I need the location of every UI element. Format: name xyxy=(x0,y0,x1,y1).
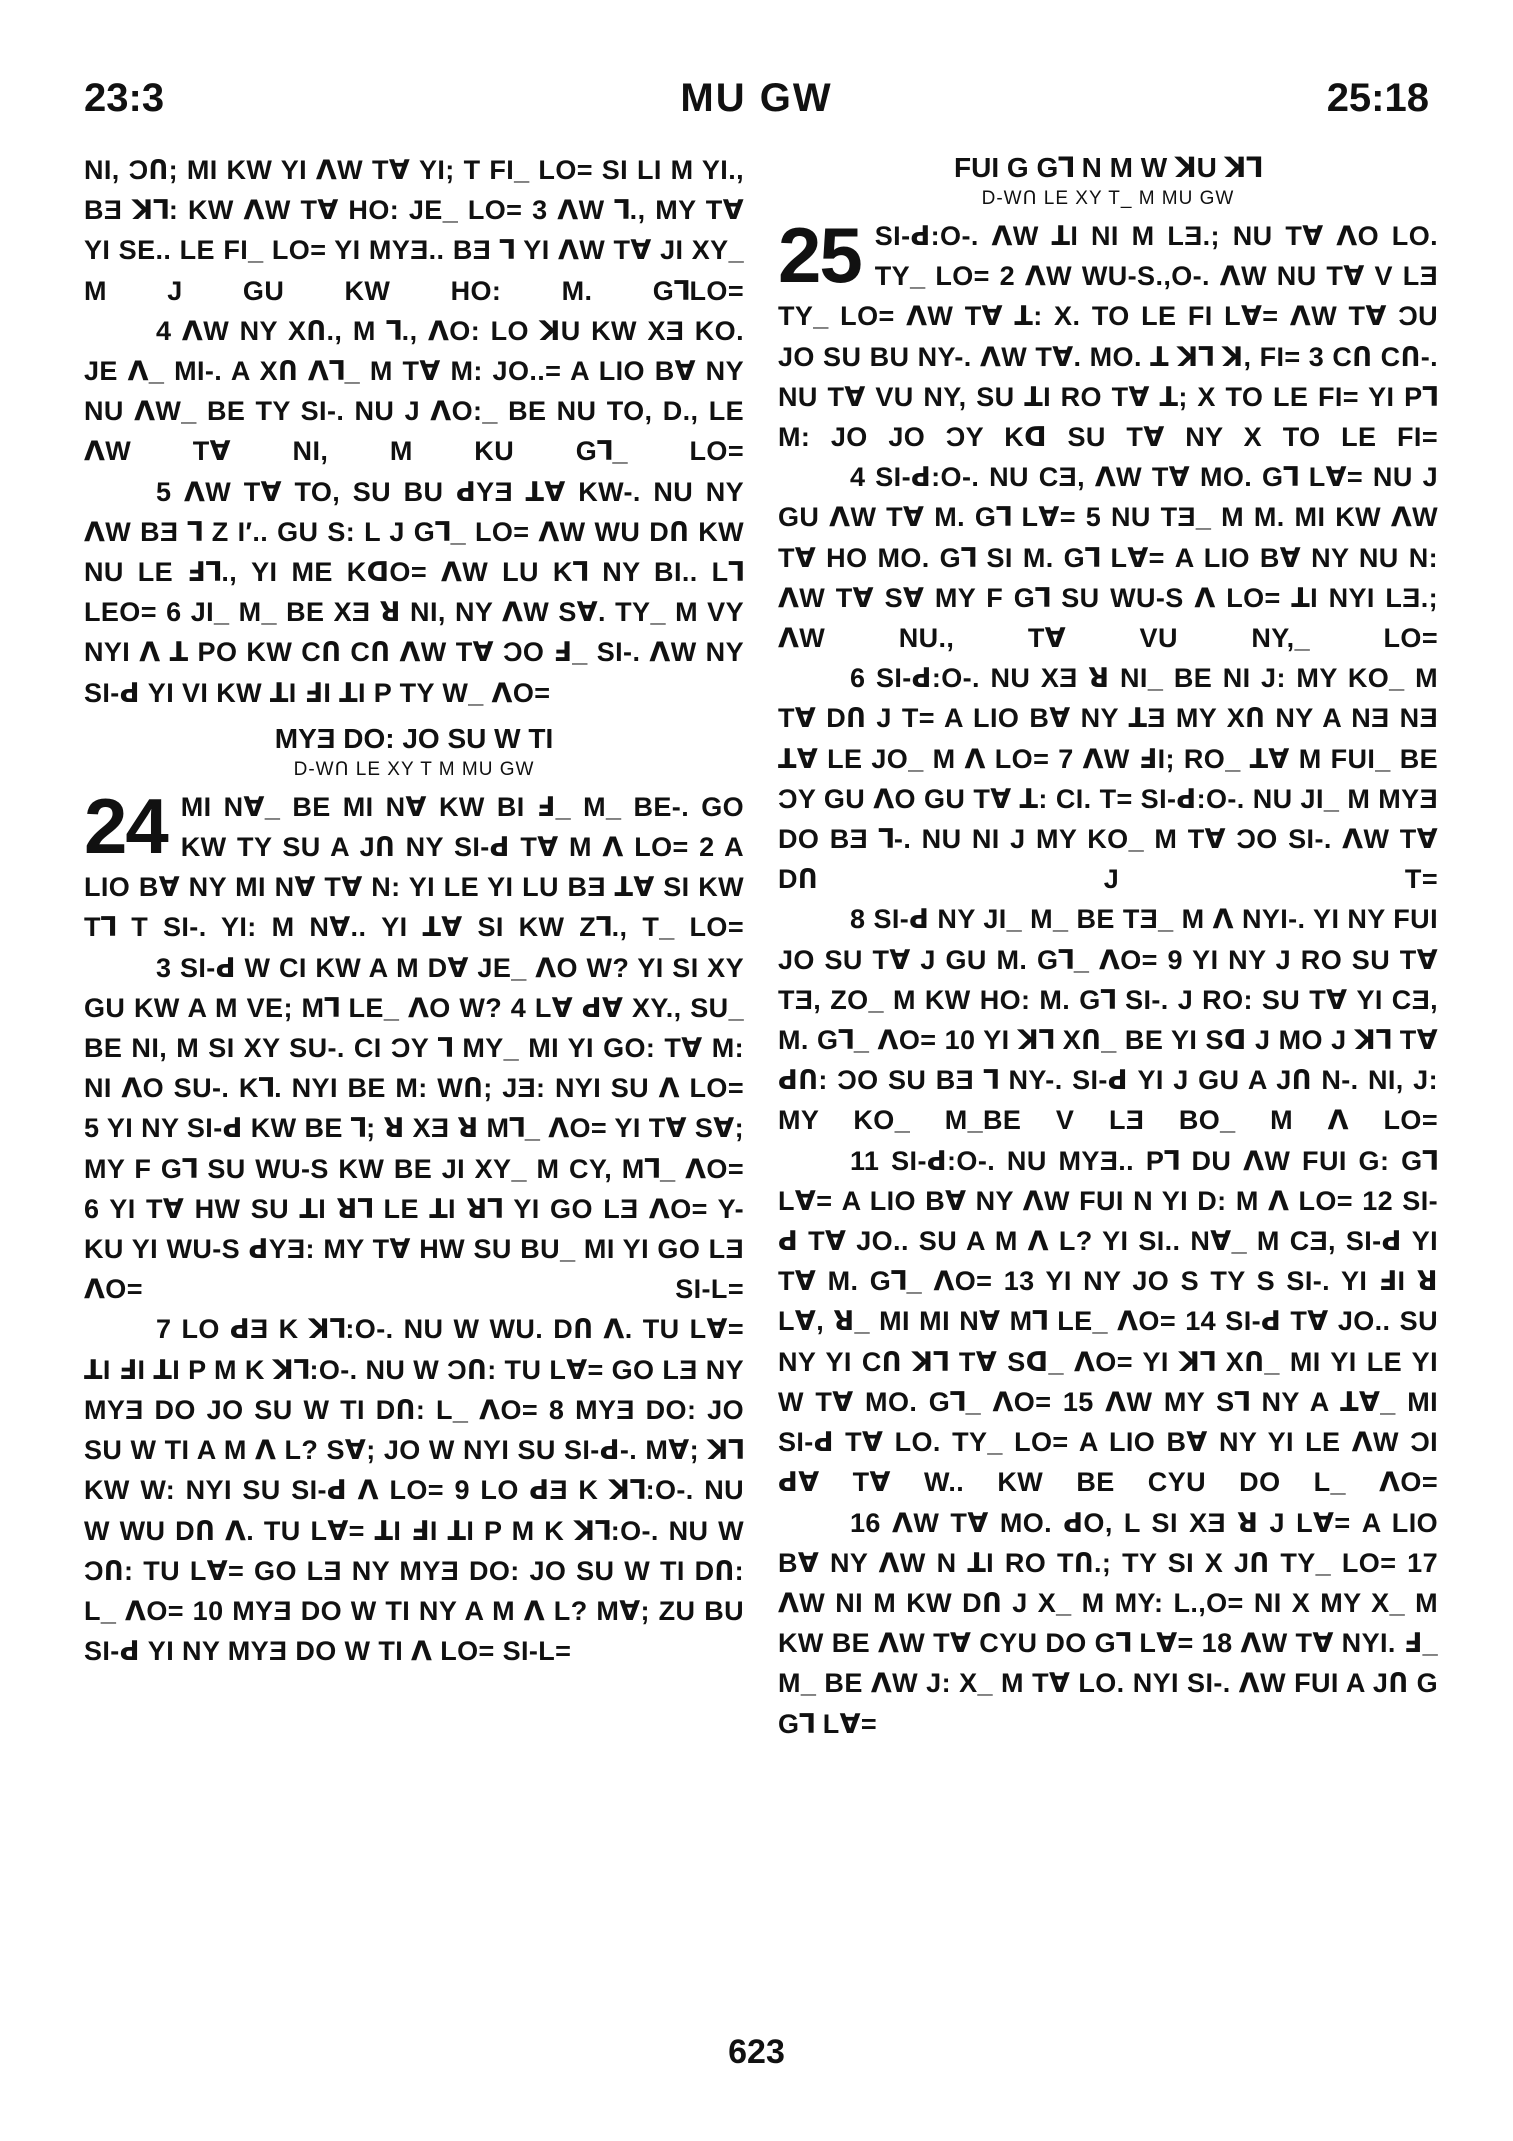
verse-text: SI-ꓒ:O-. ᐱW ꓕI NI M LƎ.; NU Tꓯ ᐱO LO. TY_ LO= 2 ᐱW WU-S.,O-. ᐱW NU Tꓯ V LƎ TY_ LO= ᐱW Tꓯ ꓕ: X. TO LE FI Lꓯ= ᐱW Tꓯ ƆU JO SU BU NY-. ᐱW Tꓯ. MO. ꓕ ꓘꓶ ꓘ, FI= 3 CՈ CՈ-. NU Tꓯ VU NY, SU ꓕI RO Tꓯ ꓕ; X TO LE FI= YI Pꓶ M: JO JO ƆY Kꓷ SU Tꓯ NY X TO LE FI= xyxy=(778,221,1438,453)
verse-paragraph: 7 LO ꓒƎ K ꓘꓶ:O-. NU W WU. DՈ ᐱ. TU Lꓯ= ꓕI ꓞI ꓕI P M K ꓘꓶ:O-. NU W ƆՈ: TU Lꓯ= GO LƎ NY MYƎ DO JO SU W TI DՈ: L_ ᐱO= 8 MYƎ DO: JO SU W TI A M ᐱ L? Sꓯ; JO W NYI SU SI-ꓒ-. Mꓯ; ꓘꓶ KW W: NYI SU SI-ꓒ ᐱ LO= 9 LO ꓒƎ K ꓘꓶ:O-. NU W WU DՈ ᐱ. TU Lꓯ= ꓕI ꓞI ꓕI P M K ꓘꓶ:O-. NU W ƆՈ: TU Lꓯ= GO LƎ NY MYƎ DO: JO SU W TI DՈ: L_ ᐱO= 10 MYƎ DO W TI NY A M ᐱ L? Mꓯ; ZU BU SI-ꓒ YI NY MYƎ DO W TI ᐱ LO= SI-L= xyxy=(84,1314,744,1667)
verse-paragraph: 8 SI-ꓒ NY JI_ M_ BE TƎ_ M ᐱ NYI-. YI NY FUI JO SU Tꓯ J GU M. Gꓶ_ ᐱO= 9 YI NY J RO SU Tꓯ TƎ, ZO_ M KW HO: M. Gꓶ SI-. J RO: SU Tꓯ YI CƎ, M. Gꓶ_ ᐱO= 10 YI ꓘꓶ XՈ_ BE YI Sꓷ J MO J ꓘꓶ Tꓯ ꓒՈ: ƆO SU BƎ ꓶ NY-. SI-ꓒ YI J GU A JՈ N-. NI, J: MY KO_ M_BE V LƎ BO_ M ᐱ LO= xyxy=(778,904,1438,1136)
running-header-book: MU GW xyxy=(680,76,833,120)
verse-paragraph: 4 ᐱW NY XՈ., M ꓶ., ᐱO: LO ꓘU KW XƎ KO. JE ᐱ_ MI-. A XՈ ᐱꓶ_ M Tꓯ M: JO..= A LIO Bꓯ NY NU ᐱW_ BE TY SI-. NU J ᐱO:_ BE NU TO, D., LE ᐱW Tꓯ NI, M KU Gꓶ_ LO= xyxy=(84,315,744,467)
verse-paragraph: 4 SI-ꓒ:O-. NU CƎ, ᐱW Tꓯ MO. Gꓶ Lꓯ= NU J GU ᐱW Tꓯ M. Gꓶ Lꓯ= 5 NU TƎ_ M M. MI KW ᐱW Tꓯ HO MO. Gꓶ SI M. Gꓶ Lꓯ= A LIO Bꓯ NY NU N: ᐱW Tꓯ Sꓯ MY F Gꓶ SU WU-S ᐱ LO= ꓕI NYI LƎ.; ᐱW NU., Tꓯ VU NY,_ LO= xyxy=(778,462,1438,654)
running-header-end-ref: 25:18 xyxy=(1326,76,1429,120)
verse-paragraph: 11 SI-ꓒ:O-. NU MYƎ.. Pꓶ DU ᐱW FUI G: Gꓶ Lꓯ= A LIO Bꓯ NY ᐱW FUI N YI D: M ᐱ LO= 12 SI-ꓒ Tꓯ JO.. SU A M ᐱ L? YI SI.. Nꓯ_ M CƎ, SI-ꓒ YI Tꓯ M. Gꓶ_ ᐱO= 13 YI NY JO S TY S SI-. YI ꓞI ꓤ Lꓯ, ꓤ_ MI MI Nꓯ Mꓶ LE_ ᐱO= 14 SI-ꓒ Tꓯ JO.. SU NY YI CՈ ꓘꓶ Tꓯ Sꓷ_ ᐱO= YI ꓘꓶ XՈ_ MI YI LE YI W Tꓯ MO. Gꓶ_ ᐱO= 15 ᐱW MY Sꓶ NY A ꓕꓯ_ MI SI-ꓒ Tꓯ LO. TY_ LO= A LIO Bꓯ NY YI LE ᐱW ƆI ꓒꓯ Tꓯ W.. KW BE CYU DO L_ ᐱO= xyxy=(778,1145,1438,1498)
psalm-title: FUI G Gꓶ N M W ꓘU ꓘꓶ xyxy=(954,152,1262,183)
psalm-superscription: D-WՈ LE XY T_ M MU GW xyxy=(981,188,1235,209)
verse-paragraph: NI, ƆՈ; MI KW YI ᐱW Tꓯ YI; T FI_ LO= SI LI M YI., BƎ ꓘꓶ: KW ᐱW Tꓯ HO: JE_ LO= 3 ᐱW ꓶ., MY Tꓯ YI SE.. LE FI_ LO= YI MYƎ.. BƎ ꓶ YI ᐱW Tꓯ JI XY_ M J GU KW HO: M. GꓶLO= xyxy=(84,155,744,306)
left-column xyxy=(84,150,744,1671)
chapter-number: 25 xyxy=(778,211,861,299)
verse-paragraph-opening xyxy=(778,211,1438,457)
verse-paragraph: 3 SI-ꓒ W CI KW A M Dꓯ JE_ ᐱO W? YI SI XY GU KW A M VE; Mꓶ LE_ ᐱO W? 4 Lꓯ ꓒꓯ XY., SU_ BE NI, M SI XY SU-. CI ƆY ꓶ MY_ MI YI GO: Tꓯ M: NI ᐱO SU-. Kꓶ. NYI BE M: WՈ; JƎ: NYI SU ᐱ LO= 5 YI NY SI-ꓒ KW BE ꓶ; ꓤ XƎ ꓤ Mꓶ_ ᐱO= YI Tꓯ Sꓯ; MY F Gꓶ SU WU-S KW BE JI XY_ M CY, Mꓶ_ ᐱO= 6 YI Tꓯ HW SU ꓕI ꓤꓶ LE ꓕI ꓤꓶ YI GO LƎ ᐱO= Y-KU YI WU-S ꓒYƎ: MY Tꓯ HW SU BU_ MI YI GO LƎ ᐱO= SI-L= xyxy=(84,952,744,1305)
right-column xyxy=(778,150,1438,1744)
verse-paragraph: 16 ᐱW Tꓯ MO. ꓒO, L SI XƎ ꓤ J Lꓯ= A LIO Bꓯ NY ᐱW N ꓕI RO TՈ.; TY SI X JՈ TY_ LO= 17 ᐱW NI M KW DՈ J X_ M MY: L.,O= NI X MY X_ M KW BE ᐱW Tꓯ CYU DO Gꓶ Lꓯ= 18 ᐱW Tꓯ NYI. ꓞ_ M_ BE ᐱW J: X_ M Tꓯ LO. NYI SI-. ᐱW FUI A JՈ G Gꓶ Lꓯ= xyxy=(778,1507,1438,1739)
verse-paragraph: 5 ᐱW Tꓯ TO, SU BU ꓒYƎ ꓕꓯ KW-. NU NY ᐱW BƎ ꓶ Z I′.. GU S: L J Gꓶ_ LO= ᐱW WU DՈ KW NU LE ꓞꓶ., YI ME KꓷO= ᐱW LU Kꓶ NY BI.. Lꓶ LEO= 6 JI_ M_ BE XƎ ꓤ NI, NY ᐱW Sꓯ. TY_ M VY NYI ᐱ ꓕ PO KW CՈ CՈ ᐱW Tꓯ ƆO ꓞ_ SI-. ᐱW NY SI-ꓒ YI VI KW ꓕI ꓞI ꓕI P TY W_ ᐱO= xyxy=(84,476,744,708)
chapter-number: 24 xyxy=(84,781,167,870)
verse-paragraph-opening xyxy=(84,781,744,948)
psalm-title: MYƎ DO: JO SU W TI xyxy=(274,722,554,754)
page-number: 623 xyxy=(728,2033,785,2071)
psalm-superscription: D-WՈ LE XY T M MU GW xyxy=(293,758,535,780)
verse-paragraph: 6 SI-ꓒ:O-. NU XƎ ꓤ NI_ BE NI J: MY KO_ M Tꓯ DՈ J T= A LIO Bꓯ NY ꓕƎ MY XՈ NY A NƎ NƎ ꓕꓯ LE JO_ M ᐱ LO= 7 ᐱW ꓞI; RO_ ꓕꓯ M FUI_ BE ƆY GU ᐱO GU Tꓯ ꓕ: CI. T= SI-ꓒ:O-. NU JI_ M MYƎ DO BƎ ꓶ-. NU NI J MY KO_ M Tꓯ ƆO SI-. ᐱW Tꓯ DՈ J T= xyxy=(778,663,1438,895)
verse-text: MI Nꓯ_ BE MI Nꓯ KW BI ꓞ_ M_ BE-. GO KW TY SU A JՈ NY SI-ꓒ Tꓯ M ᐱ LO= 2 A LIO Bꓯ NY MI Nꓯ Tꓯ N: YI LE YI LU BƎ ꓕꓯ SI KW Tꓶ T SI-. YI: M Nꓯ.. YI ꓕꓯ SI KW Zꓶ., T_ LO= xyxy=(84,791,744,943)
running-header-start-ref: 23:3 xyxy=(84,76,165,120)
